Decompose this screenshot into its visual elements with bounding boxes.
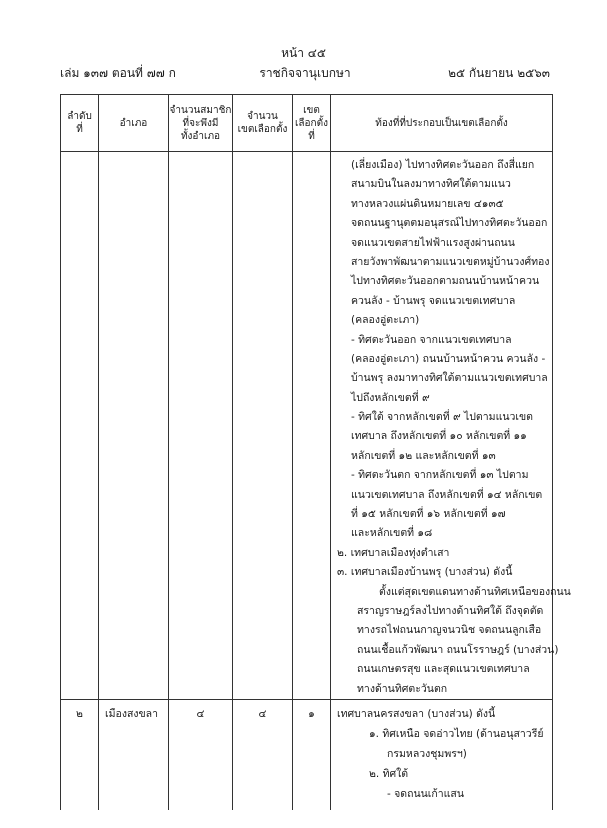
area-line: - ทิศตะวันตก จากหลักเขตที่ ๑๓ ไปตาม	[351, 469, 529, 482]
area-line: จดถนนฐานุตตมอนุสรณ์ไปทางทิศตะวันออก	[351, 217, 548, 230]
cell-order: ๒	[61, 699, 99, 810]
col-header-area: ท้องที่ที่ประกอบเป็นเขตเลือกตั้ง	[331, 95, 553, 152]
area-line: ไปถึงหลักเขตที่ ๙	[351, 391, 430, 404]
col-header-constituencies: จำนวน เขตเลือกตั้ง	[233, 95, 293, 152]
col-header-district: อำเภอ	[99, 95, 169, 152]
table-row	[61, 152, 553, 700]
area-line: สนามบินในลงมาทางทิศใต้ตามแนว	[351, 178, 511, 191]
cell-members	[169, 152, 233, 700]
area-line: บ้านพรุ ลงมาทางทิศใต้ตามแนวเขตเทศบาล	[351, 372, 548, 385]
cell-district: เมืองสงขลา	[99, 699, 169, 810]
cell-constituency-no: ๑	[293, 699, 331, 810]
area-line: ๓. เทศบาลเมืองบ้านพรุ (บางส่วน) ดังนี้	[337, 566, 513, 579]
cell-constituencies	[233, 152, 293, 700]
table-header-row	[61, 95, 553, 152]
area-line: และหลักเขตที่ ๑๘	[351, 527, 433, 540]
area-line: ๒. ทิศใต้	[369, 767, 409, 780]
cell-constituency-no	[293, 152, 331, 700]
gazette-header	[60, 64, 550, 80]
area-line: ถนนเกษตรสุข และสุดแนวเขตเทศบาล	[357, 663, 530, 676]
constituency-table	[60, 94, 571, 810]
area-line: ถนนเชื้อแก้วพัฒนา ถนนโรราษฎร์ (บางส่วน)	[357, 643, 559, 656]
col-header-constituency-no: เขต เลือกตั้ง ที่	[293, 95, 331, 152]
cell-district	[99, 152, 169, 700]
table-row	[61, 699, 553, 810]
cell-area	[331, 152, 571, 700]
area-line: ทางรถไฟถนนกาญจนวนิช จดถนนลูกเสือ	[357, 624, 542, 637]
area-line: (เลี่ยงเมือง) ไปทางทิศตะวันออก ถึงสี่แยก	[351, 159, 535, 171]
area-line: ๑. ทิศเหนือ จดอ่าวไทย (ด้านอนุสาวรีย์	[369, 727, 544, 740]
area-line: เทศบาล ถึงหลักเขตที่ ๑๐ หลักเขตที่ ๑๑	[351, 430, 527, 443]
area-line: กรมหลวงชุมพรฯ)	[387, 747, 467, 760]
area-line: ที่ ๑๕ หลักเขตที่ ๑๖ หลักเขตที่ ๑๗	[351, 508, 506, 521]
area-line: สราญราษฎร์ลงไปทางด้านทิศใต้ ถึงจุดตัด	[357, 604, 544, 617]
area-line: เทศบาลนครสงขลา (บางส่วน) ดังนี้	[337, 707, 496, 720]
area-line: ควนลัง - บ้านพรุ จดแนวเขตเทศบาล	[351, 294, 516, 307]
area-line: - ทิศใต้ จากหลักเขตที่ ๙ ไปตามแนวเขต	[351, 411, 533, 424]
page-number: หน้า ๔๕	[281, 46, 326, 60]
area-line: - ทิศตะวันออก จากแนวเขตเทศบาล	[351, 333, 512, 346]
area-line: ๒. เทศบาลเมืองทุ่งตำเสา	[337, 546, 450, 559]
col-header-order: ลำดับ ที่	[61, 95, 99, 152]
cell-constituencies: ๔	[233, 699, 293, 810]
area-line: จดแนวเขตสายไฟฟ้าแรงสูงผ่านถนน	[351, 236, 515, 249]
area-line: ทางหลวงแผ่นดินหมายเลข ๔๑๓๕	[351, 197, 504, 210]
area-line: (คลองอู่ตะเภา) ถนนบ้านหน้าควน ควนลัง -	[351, 352, 546, 365]
area-line: (คลองอู่ตะเภา)	[351, 314, 420, 327]
gazette-title: ราชกิจจานุเบกษา	[259, 66, 351, 80]
col-header-members: จำนวนสมาชิก ที่จะพึงมี ทั้งอำเภอ	[169, 95, 233, 152]
area-line: - จดถนนเก้าแสน	[387, 787, 465, 800]
area-line: หลักเขตที่ ๑๒ และหลักเขตที่ ๑๓	[351, 449, 496, 462]
area-line: ตั้งแต่สุดเขตแดนทางด้านทิศเหนือของถนน	[379, 585, 571, 598]
cell-members: ๔	[169, 699, 233, 810]
area-line: สายวังพาพัฒนาตามแนวเขตหมู่บ้านวงศ์ทอง	[351, 255, 550, 268]
publication-date: ๒๕ กันยายน ๒๕๖๓	[448, 66, 550, 80]
cell-area	[331, 699, 553, 810]
volume-issue: เล่ม ๑๓๗ ตอนที่ ๗๗ ก	[60, 66, 176, 80]
cell-order	[61, 152, 99, 700]
area-line: ไปทางทิศตะวันออกตามถนนบ้านหน้าควน	[351, 275, 540, 288]
area-line: แนวเขตเทศบาล ถึงหลักเขตที่ ๑๔ หลักเขต	[351, 488, 543, 501]
area-line: ทางด้านทิศตะวันตก	[357, 682, 448, 695]
